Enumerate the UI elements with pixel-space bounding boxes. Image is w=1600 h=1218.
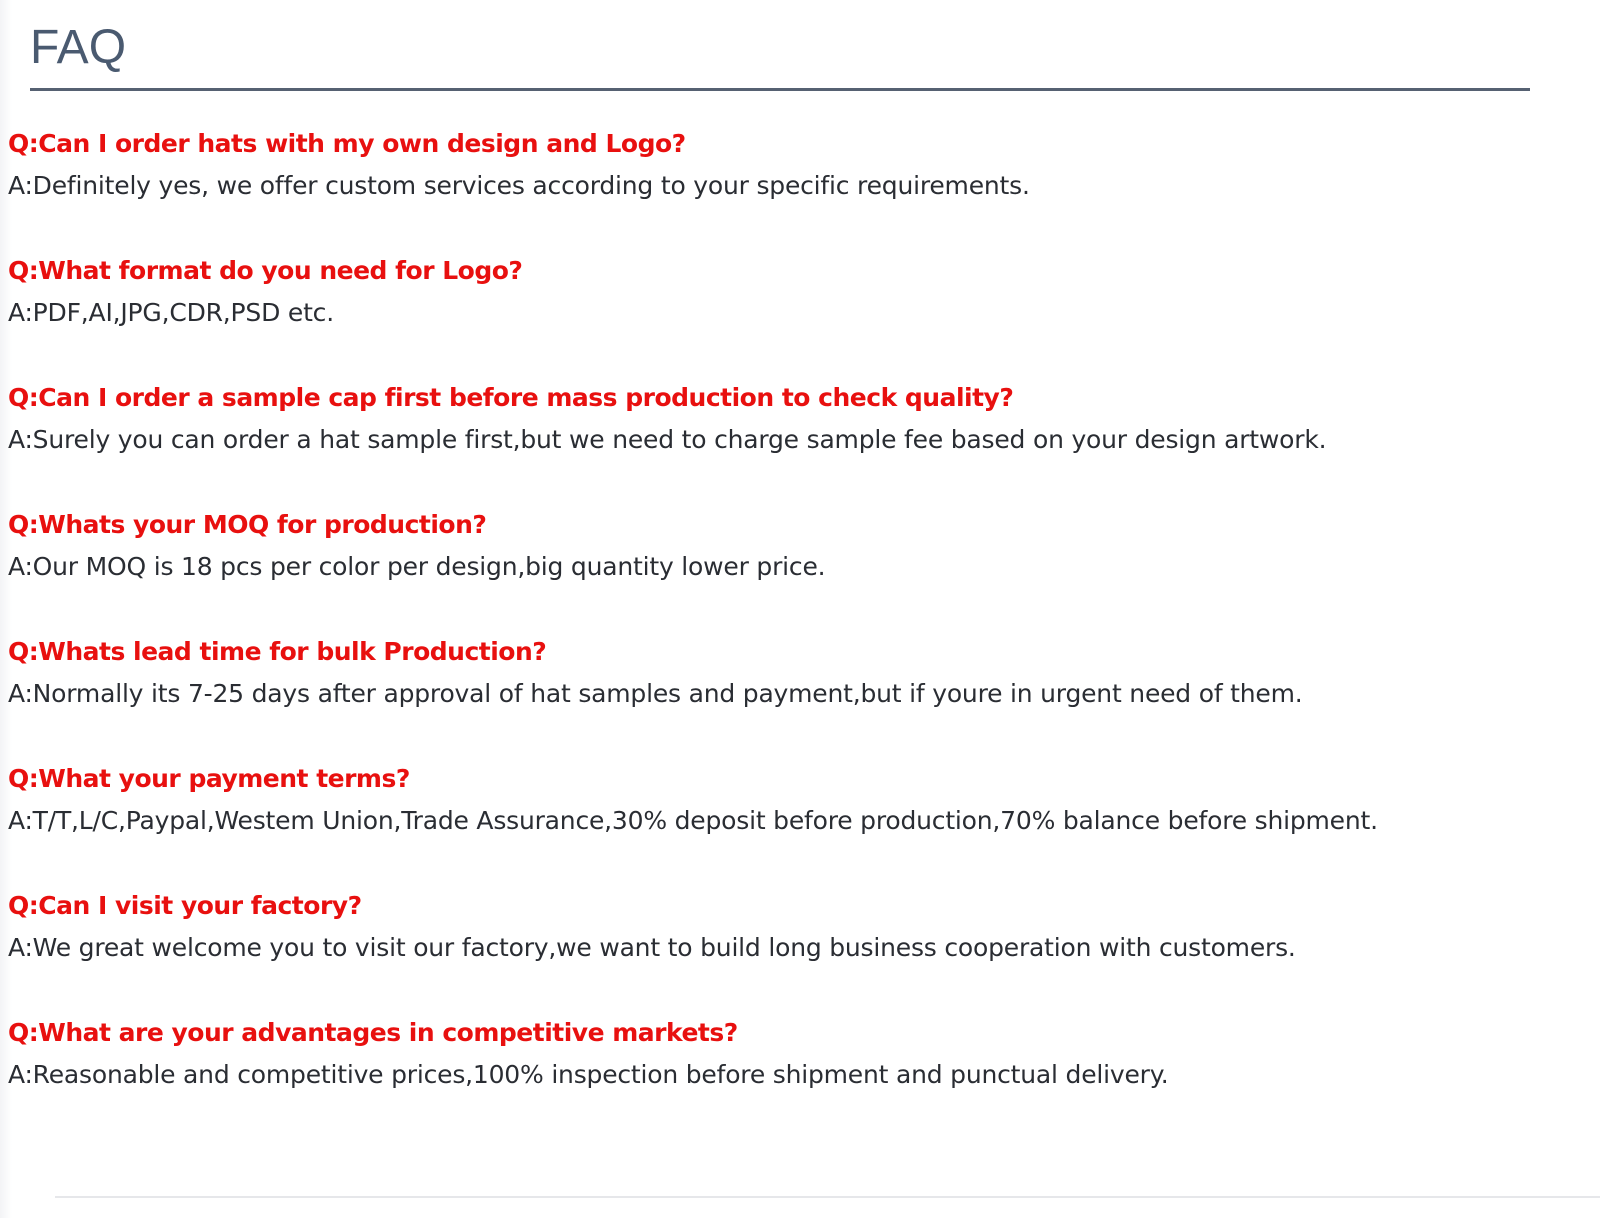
faq-item <box>8 491 1528 618</box>
faq-question: Q:Whats your MOQ for production? <box>8 510 487 539</box>
faq-item <box>8 745 1528 872</box>
faq-list <box>8 110 1528 1126</box>
faq-section <box>30 18 1530 91</box>
faq-question: Q:Can I order hats with my own design and Logo? <box>8 129 686 158</box>
faq-item <box>8 872 1528 999</box>
faq-answer: A:We great welcome you to visit our factory,we want to build long business cooperation with customers. <box>8 933 1296 962</box>
faq-item <box>8 999 1528 1126</box>
faq-answer: A:T/T,L/C,Paypal,Westem Union,Trade Assurance,30% deposit before production,70% balance before shipment. <box>8 806 1378 835</box>
faq-question: Q:What your payment terms? <box>8 764 410 793</box>
faq-item <box>8 618 1528 745</box>
faq-answer: A:Reasonable and competitive prices,100% inspection before shipment and punctual delivery. <box>8 1060 1169 1089</box>
faq-item <box>8 110 1528 237</box>
bottom-divider <box>55 1196 1600 1198</box>
faq-answer: A:PDF,AI,JPG,CDR,PSD etc. <box>8 298 334 327</box>
faq-item <box>8 237 1528 364</box>
faq-item <box>8 364 1528 491</box>
faq-question: Q:Can I order a sample cap first before mass production to check quality? <box>8 383 1014 412</box>
faq-question: Q:Whats lead time for bulk Production? <box>8 637 547 666</box>
faq-answer: A:Normally its 7-25 days after approval of hat samples and payment,but if youre in urgent need of them. <box>8 679 1303 708</box>
faq-question: Q:What format do you need for Logo? <box>8 256 523 285</box>
faq-answer: A:Our MOQ is 18 pcs per color per design,big quantity lower price. <box>8 552 826 581</box>
faq-question: Q:What are your advantages in competitive markets? <box>8 1018 738 1047</box>
faq-question: Q:Can I visit your factory? <box>8 891 362 920</box>
faq-answer: A:Surely you can order a hat sample first,but we need to charge sample fee based on your design artwork. <box>8 425 1327 454</box>
faq-answer: A:Definitely yes, we offer custom services according to your specific requirements. <box>8 171 1030 200</box>
title-divider <box>30 88 1530 91</box>
page-title: FAQ <box>30 21 127 74</box>
